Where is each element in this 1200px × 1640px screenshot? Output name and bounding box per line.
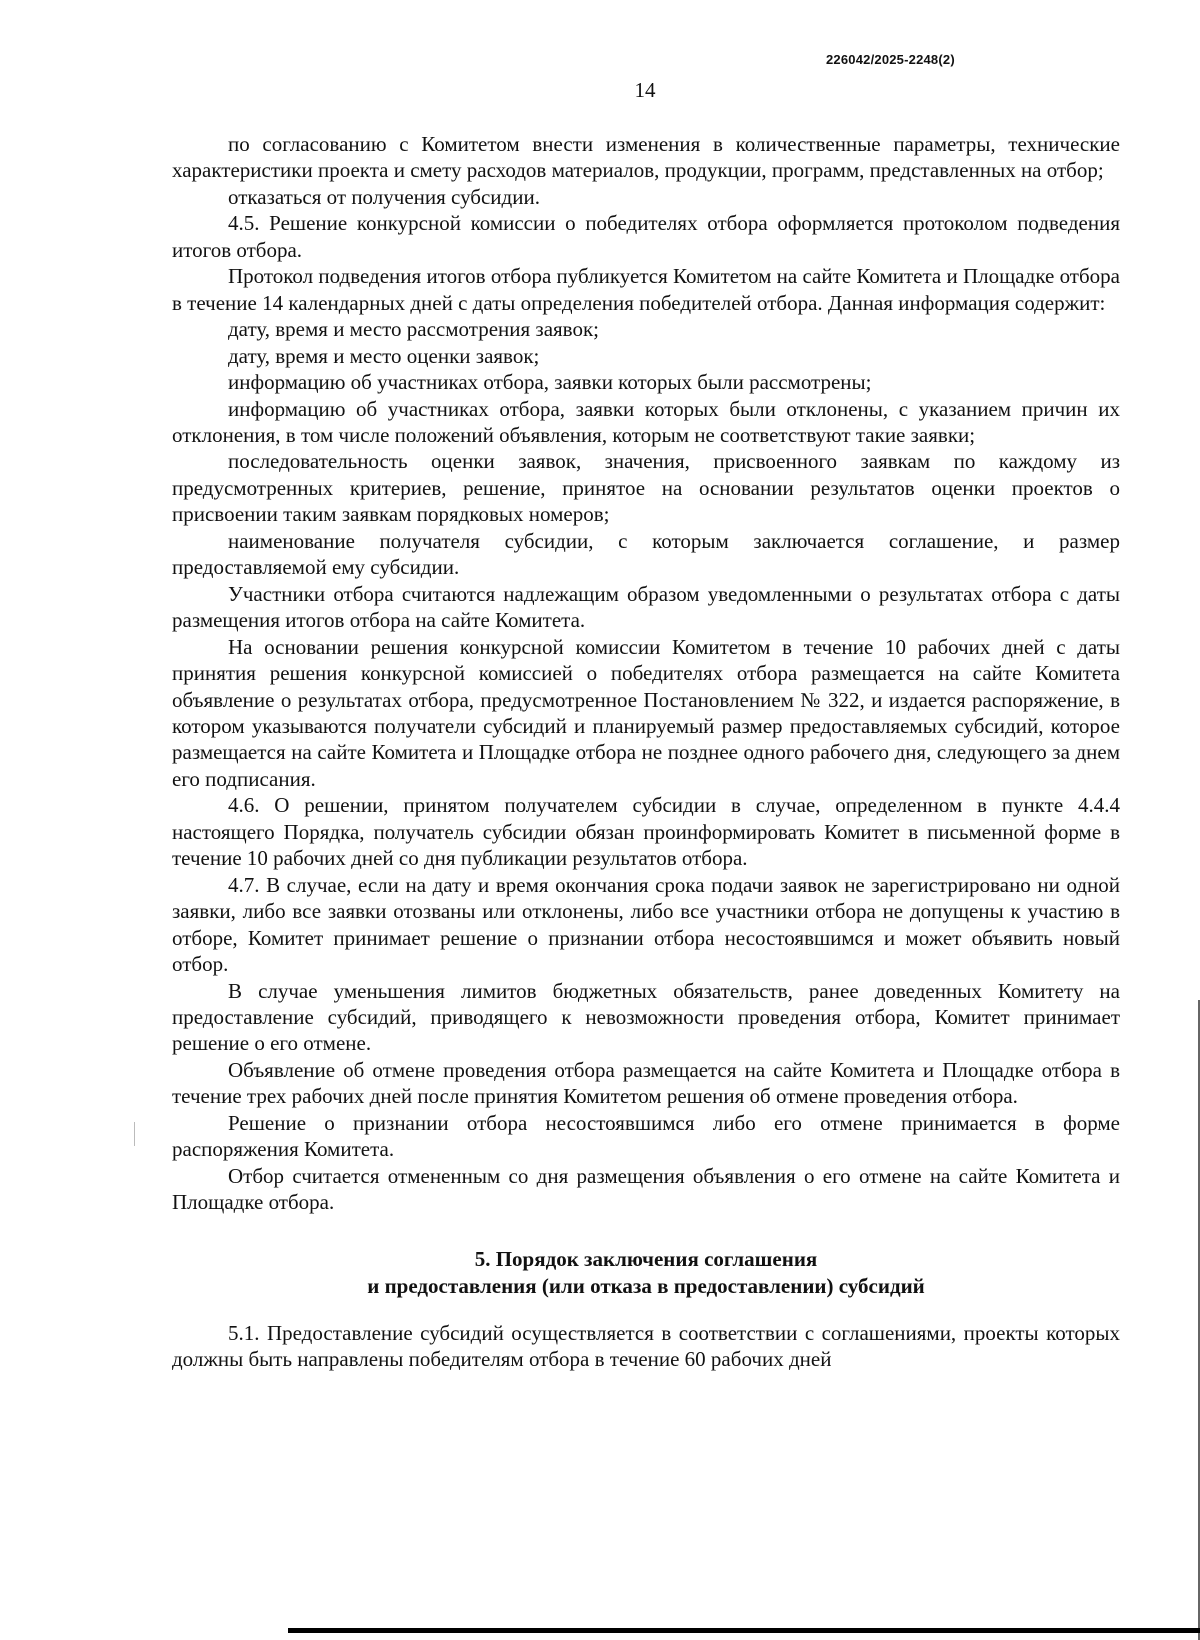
paragraph-cancellation-effective: Отбор считается отмененным со дня размещения объявления о его отмене на сайте Комитета и Площадке отбора. [172, 1163, 1120, 1215]
paragraph-results-announcement: На основании решения конкурсной комиссии Комитетом в течение 10 рабочих дней с даты принятия решения конкурсной комиссией о победителях отбора размещается на сайте Комитета объявление о результатах отбора, предусмотренное Постановлением № 322, и издается распоряжение, в котором указываются получатели субсидий и планируемый размер предоставляемых субсидий, которое размещается на сайте Комитета и Площадке отбора не позднее одного рабочего дня, следующего за днем его подписания. [172, 634, 1120, 791]
page-number: 14 [634, 78, 656, 102]
list-item-evaluation-date: дату, время и место оценки заявок; [228, 343, 540, 368]
section-5-title-line-2: и предоставления (или отказа в предоставлении) субсидий [367, 1273, 925, 1298]
paragraph-cancellation-announcement: Объявление об отмене проведения отбора размещается на сайте Комитета и Площадке отбора в течение трех рабочих дней после принятия Комитетом решения об отмене проведения отбора. [172, 1057, 1120, 1109]
paragraph-rights-change-parameters: по согласованию с Комитетом внести изменения в количественные параметры, технические характеристики проекта и смету расходов материалов, продукции, программ, представленных на отбор; [172, 132, 1120, 183]
paragraph-4-5: 4.5. Решение конкурсной комиссии о победителях отбора оформляется протоколом подведения итогов отбора. [172, 211, 1120, 262]
paragraph-protocol-publication: Протокол подведения итогов отбора публикуется Комитетом на сайте Комитета и Площадке отбора в течение 14 календарных дней с даты определения победителей отбора. Данная информация содержит: [172, 264, 1120, 315]
paragraph-participants-notified: Участники отбора считаются надлежащим образом уведомленными о результатах отбора с даты размещения итогов отбора на сайте Комитета. [172, 581, 1120, 633]
list-item-recipient-name: наименование получателя субсидии, с которым заключается соглашение, и размер предоставляемой ему субсидии. [172, 528, 1120, 580]
list-item-rejected-participants: информацию об участниках отбора, заявки которых были отклонены, с указанием причин их отклонения, в том числе положений объявления, которым не соответствуют такие заявки; [172, 396, 1120, 447]
section-5-heading [172, 1246, 1120, 1300]
section-5-title-line-1: 5. Порядок заключения соглашения [474, 1246, 818, 1271]
document-body [172, 131, 1120, 1372]
paragraph-5-1: 5.1. Предоставление субсидий осуществляется в соответствии с соглашениями, проекты которых должны быть направлены победителям отбора в течение 60 рабочих дней [172, 1320, 1120, 1372]
paragraph-4-7: 4.7. В случае, если на дату и время окончания срока подачи заявок не зарегистрировано ни одной заявки, либо все заявки отозваны или отклонены, либо все участники отбора не допущены к участию в отборе, Комитет принимает решение о признании отбора несостоявшимся и может объявить новый отбор. [172, 872, 1120, 977]
paragraph-decision-form: Решение о признании отбора несостоявшимся либо его отмене принимается в форме распоряжения Комитета. [172, 1110, 1120, 1162]
paragraph-4-6: 4.6. О решении, принятом получателем субсидии в случае, определенном в пункте 4.4.4 настоящего Порядка, получатель субсидии обязан проинформировать Комитет в письменной форме в течение 10 рабочих дней со дня публикации результатов отбора. [172, 793, 1120, 871]
scan-artifact-mark [134, 1122, 135, 1146]
document-registration-number: 226042/2025-2248(2) [826, 52, 955, 67]
paragraph-refuse-subsidy: отказаться от получения субсидии. [228, 184, 540, 209]
list-item-reviewed-participants: информацию об участниках отбора, заявки которых были рассмотрены; [228, 370, 872, 395]
list-item-evaluation-sequence: последовательность оценки заявок, значения, присвоенного заявкам по каждому из предусмотренных критериев, решение, принятое на основании результатов оценки проектов о присвоении таким заявкам порядковых номеров; [172, 449, 1120, 527]
scan-bottom-edge [288, 1628, 1200, 1633]
list-item-review-date: дату, время и место рассмотрения заявок; [228, 317, 599, 342]
paragraph-limits-reduction: В случае уменьшения лимитов бюджетных обязательств, ранее доведенных Комитету на предоставление субсидий, приводящего к невозможности проведения отбора, Комитет принимает решение о его отмене. [172, 978, 1120, 1056]
